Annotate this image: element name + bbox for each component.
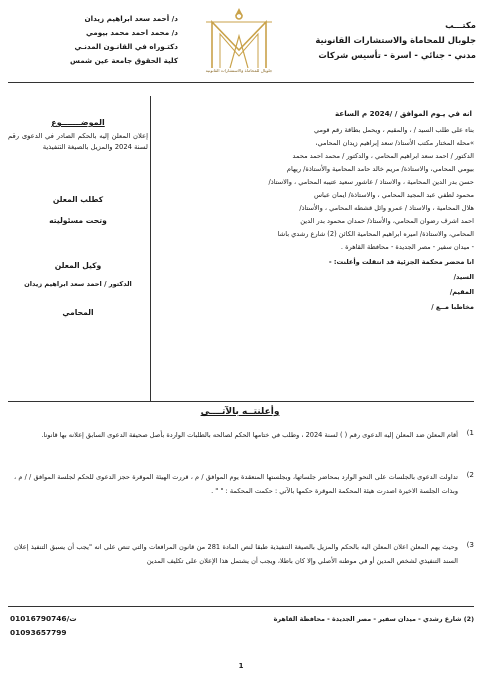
subject-title: الموضـــــــوع	[51, 118, 105, 127]
paragraph-number: 1)	[466, 428, 474, 437]
sidebar-divider	[150, 96, 151, 401]
lawyers-block	[8, 12, 178, 68]
date-line: انه في يـوم الموافق / /2024 م الساعة	[334, 109, 472, 118]
paragraph-number: 3)	[466, 540, 474, 549]
field-recipient: مخاطبا مــع /	[431, 303, 474, 311]
firm-name: جلوبال للمحاماة والاستشارات القانونية	[315, 35, 476, 45]
paragraph-text: وحيث يهم المعلن اعلان المعلن اليه بالحكم والمزيل بالصيغة التنفيذية طبقا لنص المادة 281 من قانون المرافعات والتي تنص على انه "يجب أن يسبق التنفيذ إعلان السند التنفيذي لشخص المدين أو في موطنه الأصلي وإلا كان باطلا، ويجب أن يشتمل هذا الإعلان على تكليف المدين	[14, 543, 458, 565]
announce-line: انا محضر محكمة الجزئية قد انتقلت وأعلنت: -	[328, 258, 474, 266]
phone-number: 01093657799	[10, 628, 67, 637]
paragraph	[14, 540, 474, 568]
university-text: كلية الحقوق جامعة عين شمس	[70, 56, 178, 65]
footer-address: (2) شارع رشدي - ميدان سفير - مصر الجديدة - محافظة القاهرة	[273, 615, 474, 623]
paragraph	[14, 470, 474, 498]
body-block	[156, 124, 474, 314]
petitioner-sub: وتحت مسئوليته	[49, 216, 107, 225]
body-line: - ميدان سفير - مصر الجديدة - محافظة القاهرة .	[340, 243, 474, 251]
agent-name: الدكتور / احمد سعد ابراهيم زيدان	[24, 280, 132, 288]
agent-role: المحامي	[62, 308, 94, 317]
header-divider	[8, 82, 474, 83]
logo-caption: جلوبال للمحاماة والاستشارات القانونية	[205, 68, 273, 73]
degree-text: دكتـوراه في القانـون المدنـي	[74, 42, 178, 51]
paragraph-text: أقام المعلن ضد المعلن إليه الدعوى رقم ( ) لسنة 2024 ، وطلب في ختامها الحكم لصالحه بالطلبات الواردة بأصل صحيفة الدعوى السابق إعلانه بها قانونا.	[41, 431, 458, 439]
body-line: »محله المختار مكتب الأستاذ/ سعد إبراهيم زيدان المحامي،	[315, 139, 474, 147]
subject-text: إعلان المعلن إليه بالحكم الصادر في الدعوى رقم لسنة 2024 والمزيل بالصيغة التنفيذية	[8, 132, 148, 151]
body-line: حسن بدر الدين المحامية ، والاستاذ / عاشور سعيد عتيبه المحامي ، والاستاذ/	[268, 178, 474, 186]
petitioner-title: كطلب المعلن	[52, 195, 104, 204]
lawyer-name: د/ أحمد سعد ابراهيم زيدان	[84, 14, 178, 23]
body-line: بيومي المحامي، والاستاذة/ مريم خالد حامد المحامية والأستاذة/ ريهام	[286, 165, 474, 173]
paragraph-text: تداولت الدعوى بالجلسات على النحو الوارد بمحاضر جلساتها، وبجلستها المنعقدة يوم الموافق / م ، قررت الهيئة الموقرة حجز الدعوى للحكم لجلسة الموافق / / م ، وبذات الجلسة الاخيرة اصدرت هيئة المحكمة الموقرة حكمها بالآتي : حكمت المحكمة : " " .	[14, 473, 458, 495]
body-line: هلال المحامية ، والاستاذ / عمرو وائل قشطه المحامي ، والأستاذ/	[299, 204, 474, 212]
body-line: المحامي، والاستاذة/ اميره ابراهيم المحامية الكائن (2) شارع رشدي باشا	[277, 230, 474, 238]
firm-block	[292, 18, 476, 63]
footer-divider	[8, 606, 474, 607]
body-line: محمود لطفي عبد المجيد المحامي ، والاستاذة/ ايمان عباس	[313, 191, 474, 199]
lawyer-name: د/ محمد احمد محمد بيومي	[86, 28, 178, 37]
phone-number: ت/01016790746	[10, 614, 77, 623]
firm-logo	[190, 6, 288, 80]
section-title: وأعلنتــه بالآتــــي	[200, 407, 280, 417]
firm-services: مدني - جنائي - اسرة - تأسيس شركات	[318, 50, 476, 60]
page-number: 1	[238, 662, 244, 670]
field-name: السيد/	[453, 273, 474, 281]
sidebar	[8, 118, 148, 317]
paragraph	[14, 428, 474, 442]
body-line: الدكتور / احمد سعد ابراهيم المحامي ، والدكتور / محمد احمد محمد	[292, 152, 474, 160]
body-divider	[8, 401, 474, 402]
footer-phones	[10, 612, 120, 640]
office-label: مكتـــب	[445, 20, 476, 30]
agent-title: وكيل المعلن	[54, 261, 102, 270]
paragraph-number: 2)	[466, 470, 474, 479]
field-address: المقيم/	[449, 288, 474, 296]
body-line: احمد اشرف رضوان المحامي، والأستاذ/ حمدان محمود بدر الدين	[300, 217, 474, 225]
body-line: بناء على طلب السيد / ، والمقيم ، ويحمل بطاقة رقم قومي	[313, 126, 474, 134]
